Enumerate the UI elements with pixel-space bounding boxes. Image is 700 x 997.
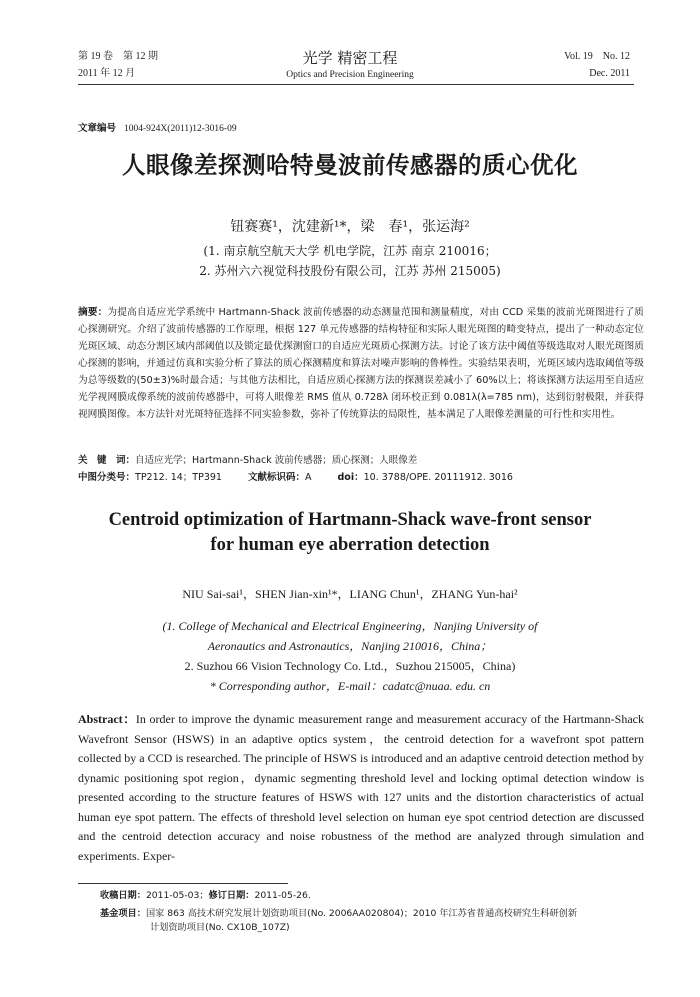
affiliation-en-3: 2. Suzhou 66 Vision Technology Co. Ltd.，Suzhou 215005，China)	[184, 659, 516, 673]
doc-code-value: A	[305, 472, 312, 483]
revised-label: 修订日期：	[208, 890, 255, 901]
keywords-cn	[78, 452, 644, 466]
article-number-value: 1004-924X(2011)12-3016-09	[124, 124, 237, 134]
journal-name-en: Optics and Precision Engineering	[286, 70, 414, 80]
classification-line	[78, 469, 644, 483]
title-cn: 人眼像差探测哈特曼波前传感器的质心优化	[122, 151, 578, 179]
title-en-line-2: for human eye aberration detection	[210, 535, 490, 555]
revised-value: 2011-05-26.	[254, 890, 311, 901]
keywords-cn-label: 关 键 词：	[78, 455, 136, 466]
date-en: Dec. 2011	[589, 68, 630, 79]
footnote-rule	[78, 883, 288, 884]
journal-name-cn: 光学 精密工程	[302, 49, 398, 67]
authors-en: NIU Sai-sai¹，SHEN Jian-xin¹*，LIANG Chun¹，ZHANG Yun-hai²	[182, 587, 518, 601]
abstract-cn	[78, 304, 644, 423]
header-left	[78, 48, 158, 82]
affiliation-cn-2: 2. 苏州六六视觉科技股份有限公司，江苏 苏州 215005)	[199, 264, 501, 278]
abstract-cn-label: 摘要：	[78, 307, 108, 318]
volume-issue-en: Vol. 19 No. 12	[564, 51, 630, 62]
volume-issue-cn: 第 19 卷 第 12 期	[78, 51, 158, 62]
abstract-cn-text: 为提高自适应光学系统中 Hartmann-Shack 波前传感器的动态测量范围和测量精度，对由 CCD 采集的波前光斑图进行了质心探测研究。介绍了波前传感器的工作原理，根据 127 单元传感器的结构特征和实际人眼光斑图的畸变特点，提出了一种动态定位光斑区域、动态分割区域内部阈值以及锁定最优探测窗口的自适应光斑质心探测方法。讨论了该方法中阈值等级选取对人眼光斑图质心探测的影响，并通过仿真和实验分析了算法的质心探测精度和算法对噪声影响的鲁棒性。实验结果表明，光斑区域内选取阈值等级为总等级数的(50±3)%时最合适；与其他方法相比，自适应质心探测方法的探测误差减小了 60%以上；将该探测方法运用至自适应光学视网膜成像系统的波前传感器中，可将人眼像差 RMS 值从 0.728λ 闭环校正到 0.081λ(λ=785 nm)，达到衍射极限，并获得视网膜图像。本方法针对光斑特征选择不同实验参数，弥补了传统算法的局限性，基本满足了人眼像差测量的可行性和实用性。	[78, 307, 644, 420]
affiliation-en-1: (1. College of Mechanical and Electrical Engineering，Nanjing University of	[162, 619, 538, 633]
date-cn: 2011 年 12 月	[78, 68, 136, 79]
doi-value: 10. 3788/OPE. 20111912. 3016	[363, 472, 513, 483]
clc-value: TP212. 14；TP391	[135, 472, 222, 483]
abstract-en	[78, 710, 644, 866]
keywords-cn-text: 自适应光学；Hartmann-Shack 波前传感器；质心探测；人眼像差	[135, 455, 418, 466]
corresponding-author: * Corresponding author，E-mail：cadatc@nuaa. edu. cn	[209, 679, 491, 693]
doi-label: doi：	[337, 472, 364, 483]
header-center	[230, 48, 470, 82]
footnote-fund	[100, 907, 646, 935]
footnote-dates	[100, 889, 646, 903]
fund-line-1: 国家 863 高技术研究发展计划资助项目(No. 2006AA020804)；2010 年江苏省普通高校研究生科研创新	[145, 908, 578, 919]
affiliation-en-2: Aeronautics and Astronautics，Nanjing 210016，China；	[207, 639, 493, 653]
received-value: 2011-05-03；	[145, 890, 209, 901]
abstract-en-label: Abstract：	[78, 712, 136, 726]
fund-label: 基金项目：	[100, 908, 146, 919]
article-number	[78, 120, 237, 134]
abstract-en-text: In order to improve the dynamic measurement range and measurement accuracy of the Hartmann-Shack Wavefront Sensor (HSWS) in an adaptive optics system，the centroid detection for a wavefront spot pattern collected by a CCD is researched. The principle of HSWS is introduced and an adaptive centroid detection method by dynamic positioning spot region，dynamic segmenting threshold level and locking optimal detection window is presented according to the structure features of HSWS with 127 units and the distortion characteristics of actual human eye spot pattern. The effects of threshold level selection on human eye spot centriod detection are discussed and the centroid detection accuracy and noise robustness of the method are analyzed through simulation and experiments. Exper-	[78, 712, 644, 863]
title-en-line-1: Centroid optimization of Hartmann-Shack wave-front sensor	[108, 510, 592, 530]
received-label: 收稿日期：	[100, 890, 146, 901]
fund-line-2: 计划资助项目(No. CX10B_107Z)	[150, 922, 290, 933]
authors-cn: 钮赛赛¹，沈建新¹*，梁 春¹，张运海²	[230, 219, 470, 235]
header-right	[564, 48, 630, 82]
title-en	[60, 508, 640, 558]
header-rule	[78, 84, 634, 85]
affiliation-cn-1: (1. 南京航空航天大学 机电学院，江苏 南京 210016；	[203, 244, 497, 258]
clc-label: 中图分类号：	[78, 472, 136, 483]
doc-code-label: 文献标识码：	[247, 472, 305, 483]
article-number-label: 文章编号	[78, 123, 117, 134]
